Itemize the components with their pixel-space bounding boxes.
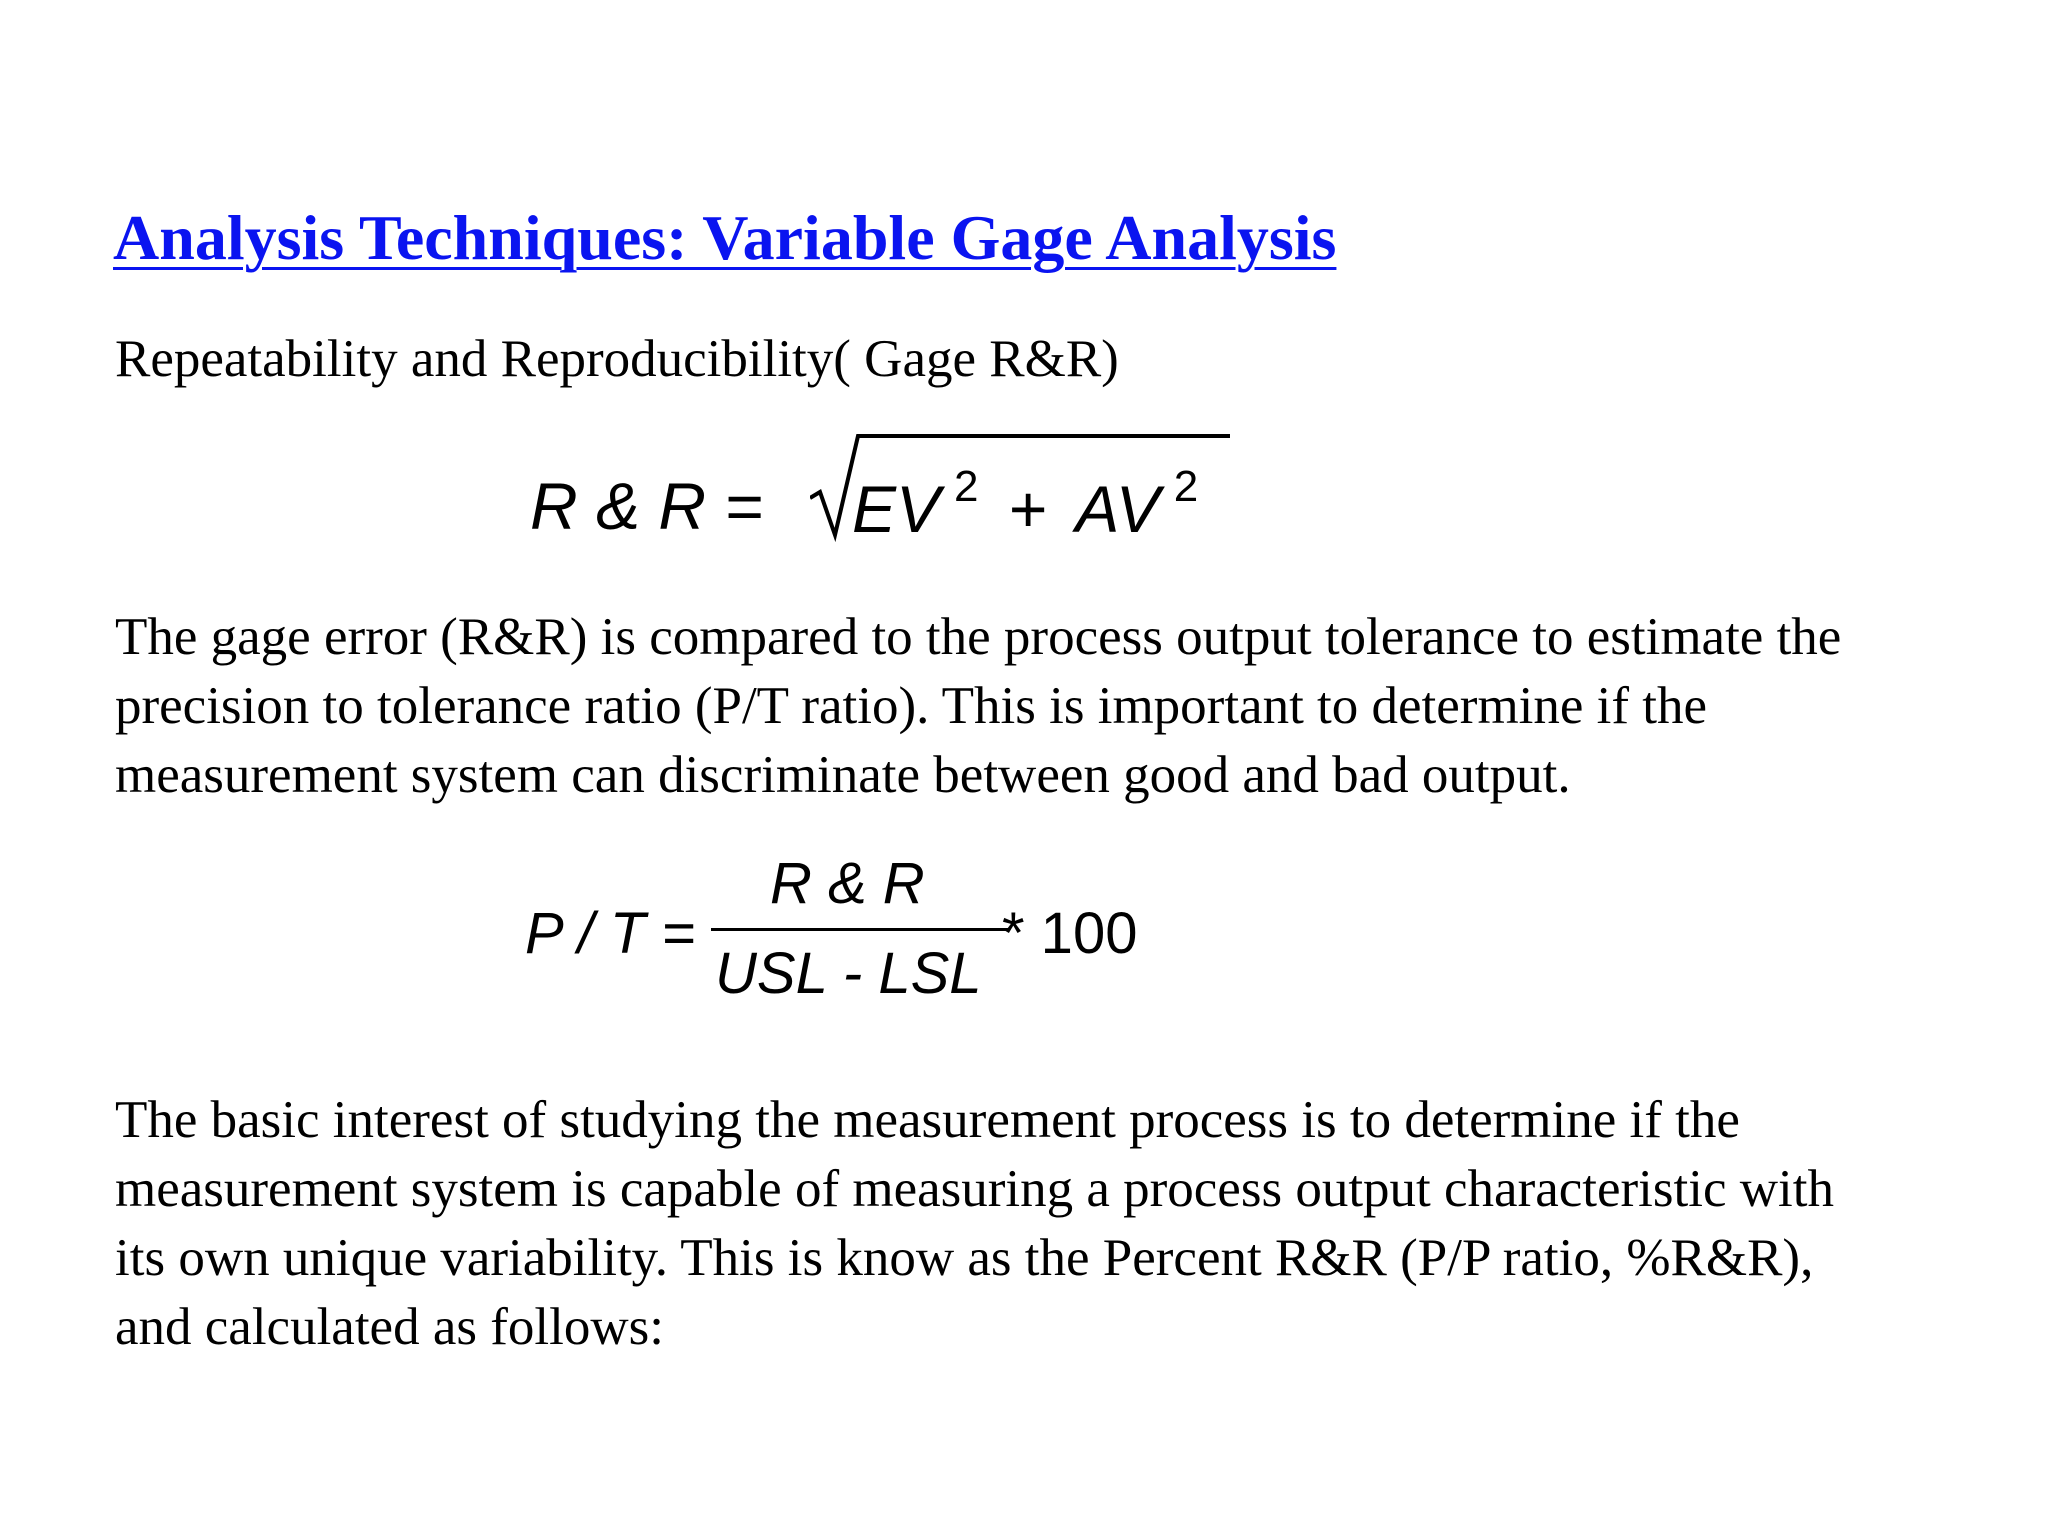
paragraph-line: its own unique variability. This is know as the Percent R&R (P/P ratio, %R&R), — [115, 1229, 1814, 1287]
paragraph-pt-ratio — [115, 603, 2015, 810]
paragraph-line: The gage error (R&R) is compared to the process output tolerance to estimate the — [115, 608, 1842, 666]
plus-sign: + — [1008, 472, 1048, 546]
rr-formula — [530, 430, 1250, 550]
subtitle: Repeatability and Reproducibility( Gage R&R) — [115, 330, 1119, 388]
paragraph-line: The basic interest of studying the measurement process is to determine if the — [115, 1091, 1740, 1149]
ev-exponent: 2 — [954, 462, 979, 511]
paragraph-line: and calculated as follows: — [115, 1298, 664, 1356]
rr-formula-radicand — [852, 462, 1199, 546]
rr-formula-lhs: R & R = — [530, 469, 763, 543]
pt-formula-multiplier: * 100 — [1002, 901, 1138, 966]
av-term: AV — [1075, 472, 1160, 546]
pt-formula — [525, 851, 1145, 1006]
paragraph-line: precision to tolerance ratio (P/T ratio). This is important to determine if the — [115, 677, 1708, 735]
pt-formula-numerator: R & R — [770, 851, 925, 916]
pt-formula-denominator: USL - LSL — [715, 941, 982, 1006]
paragraph-line: measurement system can discriminate between good and bad output. — [115, 746, 1571, 804]
paragraph-line: measurement system is capable of measuring a process output characteristic with — [115, 1160, 1834, 1218]
paragraph-percent-rr — [115, 1086, 2015, 1362]
page-title: Analysis Techniques: Variable Gage Analysis — [113, 202, 1337, 273]
fraction-bar — [711, 928, 1009, 931]
av-exponent: 2 — [1173, 462, 1199, 511]
ev-term: EV — [852, 472, 941, 546]
pt-formula-lhs: P / T = — [525, 901, 696, 966]
